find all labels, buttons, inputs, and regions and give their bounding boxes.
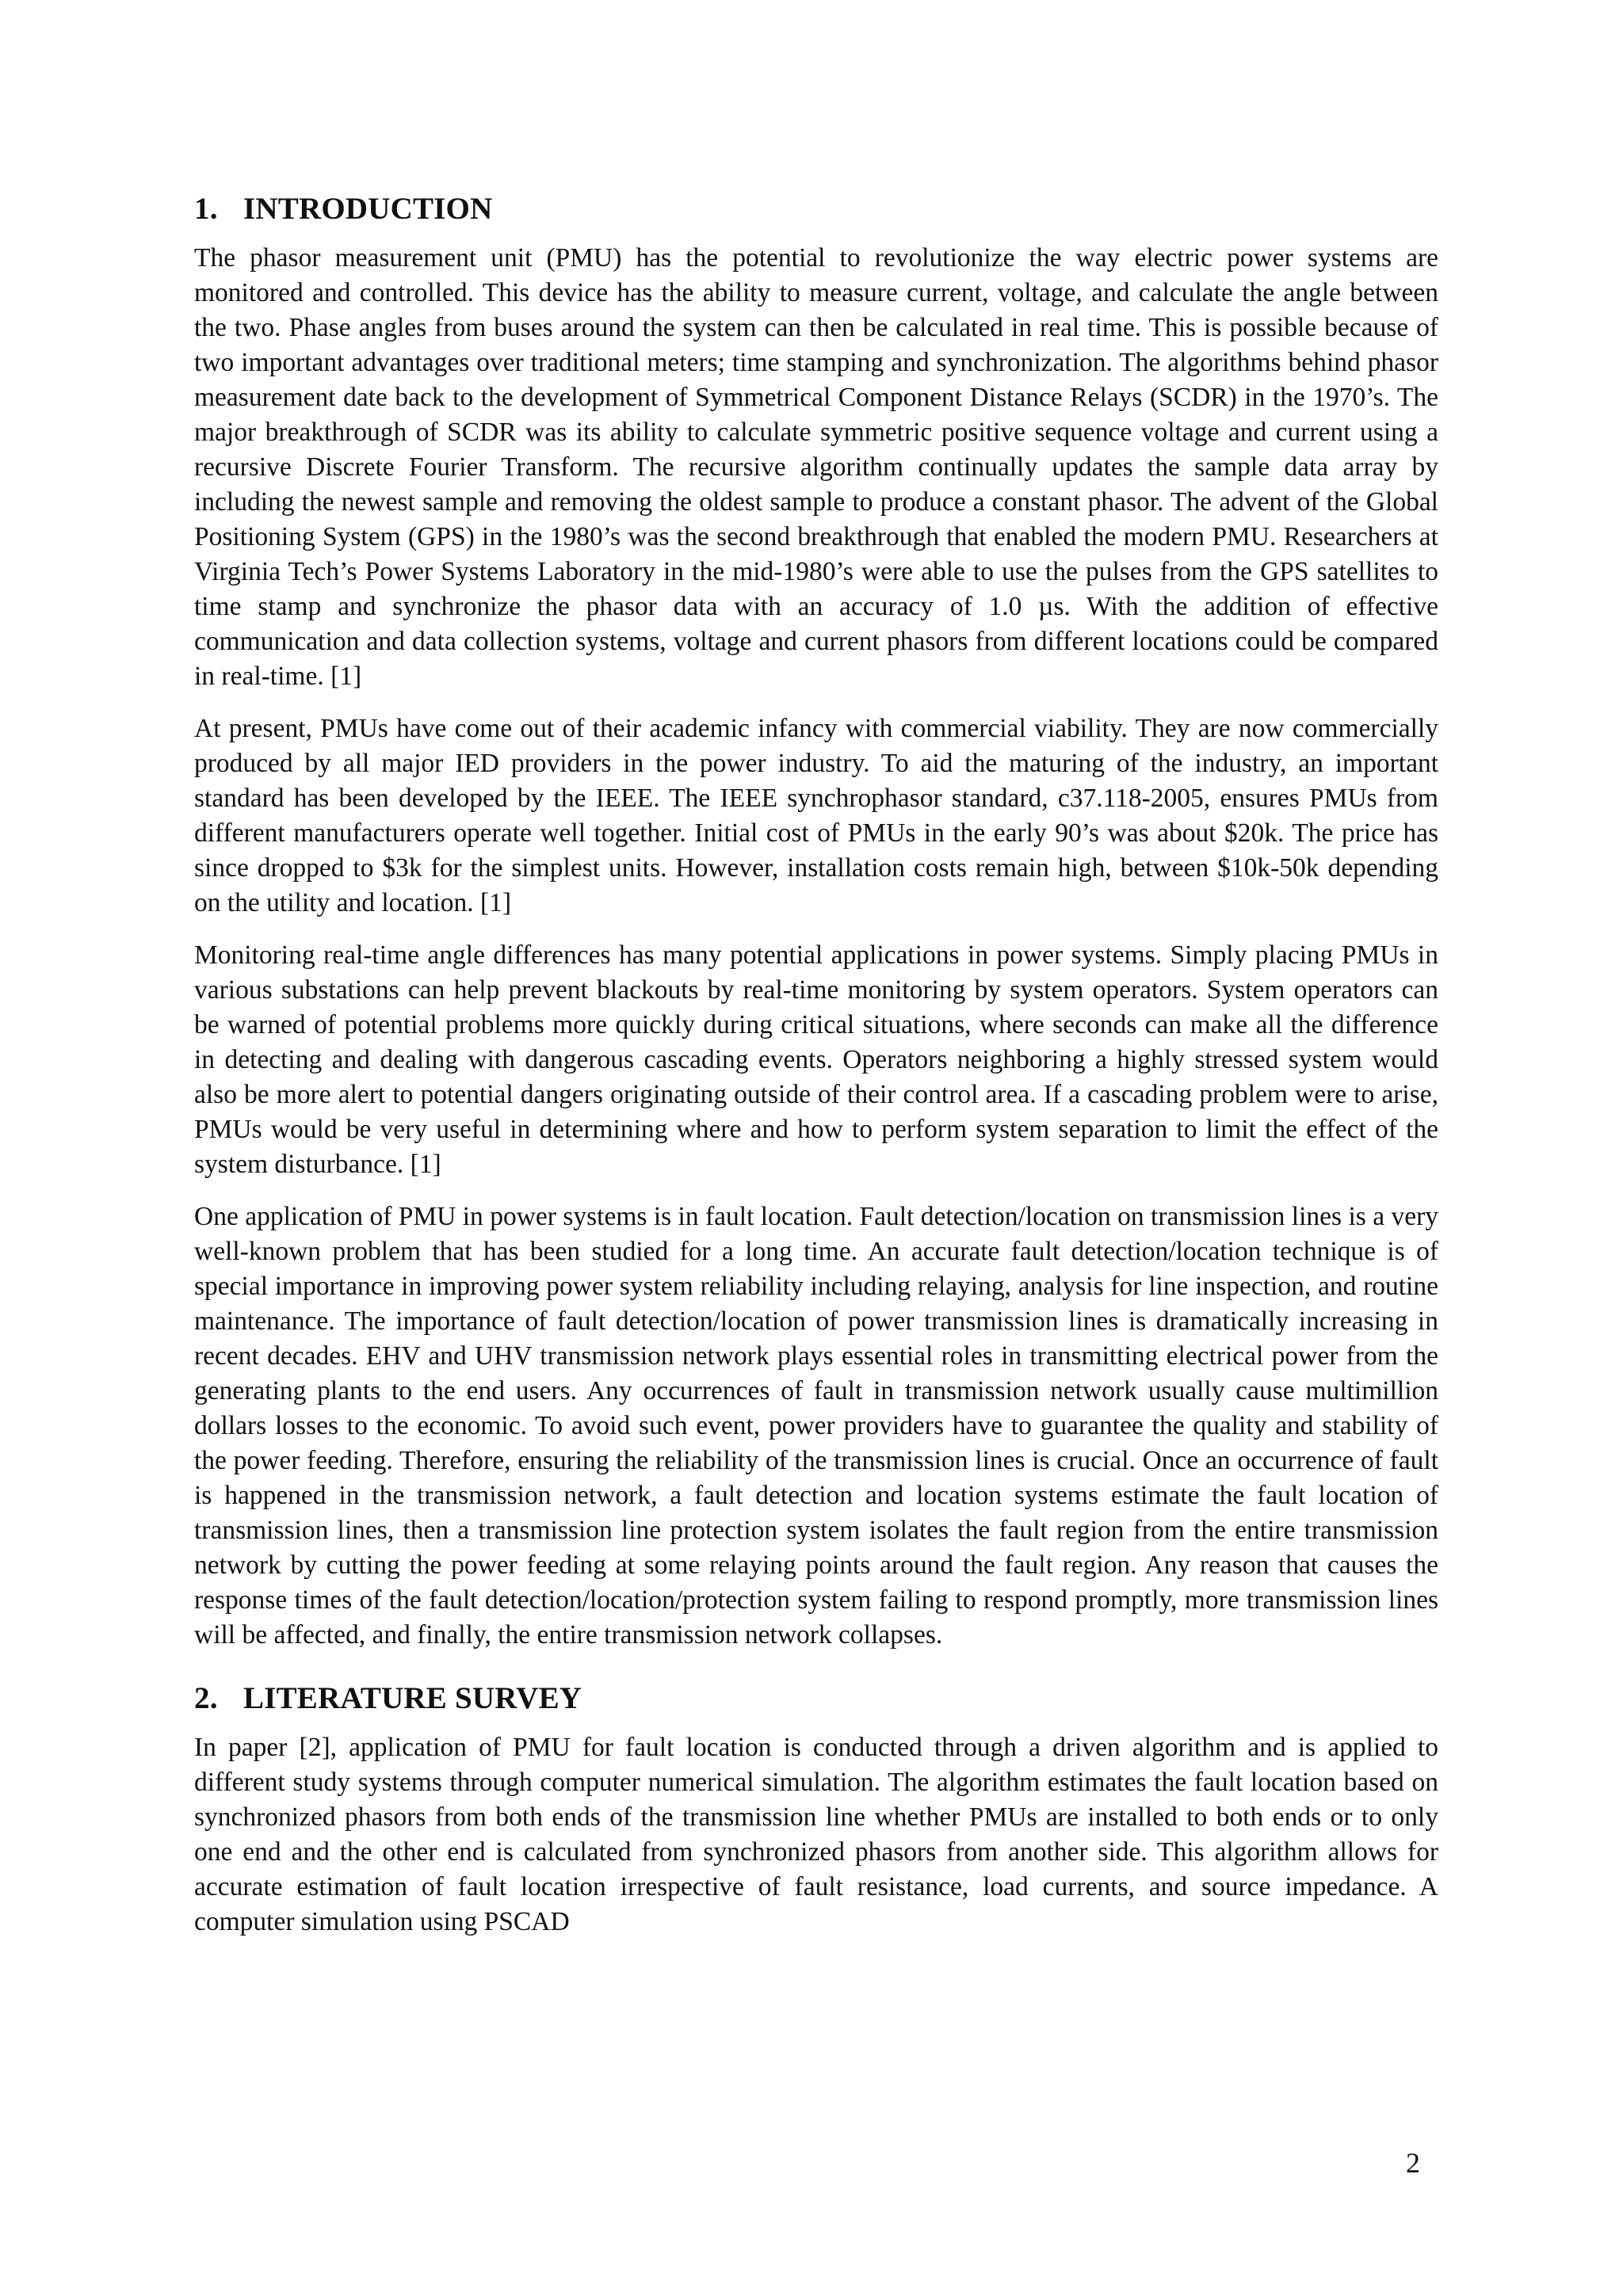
intro-paragraph-2: At present, PMUs have come out of their academic infancy with commercial viability. They are now commercially produced by all major IED providers in the power industry. To aid the maturing of the industry, an important standard has been developed by the IEEE. The IEEE synchrophasor standard, c37.118-2005, ensures PMUs from different manufacturers operate well together. Initial cost of PMUs in the early 90’s was about $20k. The price has since dropped to $3k for the simplest units. However, installation costs remain high, between $10k-50k depending on the utility and location. [1] (194, 714, 1438, 917)
intro-paragraph-4: One application of PMU in power systems is in fault location. Fault detection/location on transmission lines is a very well-known problem that has been studied for a long time. An accurate fault detection/location technique is of special importance in improving power system reliability including relaying, analysis for line inspection, and routine maintenance. The importance of fault detection/location of power transmission lines is dramatically increasing in recent decades. EHV and UHV transmission network plays essential roles in transmitting electrical power from the generating plants to the end users. Any occurrences of fault in transmission network usually cause multimillion dollars losses to the economic. To avoid such event, power providers have to guarantee the quality and stability of the power feeding. Therefore, ensuring the reliability of the transmission lines is crucial. Once an occurrence of fault is happened in the transmission network, a fault detection and location systems estimate the fault location of transmission lines, then a transmission line protection system isolates the fault region from the entire transmission network by cutting the power feeding at some relaying points around the fault region. Any reason that causes the response times of the fault detection/location/protection system failing to respond promptly, more transmission lines will be affected, and finally, the entire transmission network collapses. (194, 1202, 1438, 1650)
section-number: 2. (194, 1681, 218, 1715)
intro-paragraph-3: Monitoring real-time angle differences has many potential applications in power systems. Simply placing PMUs in various substations can help prevent blackouts by real-time monitoring by system operators. System operators can be warned of potential problems more quickly during critical situations, where seconds can make all the difference in detecting and dealing with dangerous cascading events. Operators neighboring a highly stressed system would also be more alert to potential dangers originating outside of their control area. If a cascading problem were to arise, PMUs would be very useful in determining where and how to perform system separation to limit the effect of the system disturbance. [1] (194, 940, 1438, 1179)
section-heading-literature-survey (194, 1680, 1438, 1718)
section-number: 1. (194, 192, 218, 226)
page-content (194, 190, 1438, 1957)
intro-paragraph-1: The phasor measurement unit (PMU) has the potential to revolutionize the way electric power systems are monitored and controlled. This device has the ability to measure current, voltage, and calculate the angle between the two. Phase angles from buses around the system can then be calculated in real time. This is possible because of two important advantages over traditional meters; time stamping and synchronization. The algorithms behind phasor measurement date back to the development of Symmetrical Component Distance Relays (SCDR) in the 1970’s. The major breakthrough of SCDR was its ability to calculate symmetric positive sequence voltage and current using a recursive Discrete Fourier Transform. The recursive algorithm continually updates the sample data array by including the newest sample and removing the oldest sample to produce a constant phasor. The advent of the Global Positioning System (GPS) in the 1980’s was the second breakthrough that enabled the modern PMU. Researchers at Virginia Tech’s Power Systems Laboratory in the mid-1980’s were able to use the pulses from the GPS satellites to time stamp and synchronize the phasor data with an accuracy of 1.0 µs. With the addition of effective communication and data collection systems, voltage and current phasors from different locations could be compared in real-time. [1] (194, 243, 1438, 691)
section-title: INTRODUCTION (243, 192, 493, 226)
page-number: 2 (1406, 2147, 1420, 2179)
survey-paragraph-1: In paper [2], application of PMU for fault location is conducted through a driven algorithm and is applied to different study systems through computer numerical simulation. The algorithm estimates the fault location based on synchronized phasors from both ends of the transmission line whether PMUs are installed to both ends or to only one end and the other end is calculated from synchronized phasors from another side. This algorithm allows for accurate estimation of fault location irrespective of fault resistance, load currents, and source impedance. A computer simulation using PSCAD (194, 1733, 1438, 1936)
section-heading-introduction (194, 190, 1438, 228)
section-title: LITERATURE SURVEY (243, 1681, 582, 1715)
